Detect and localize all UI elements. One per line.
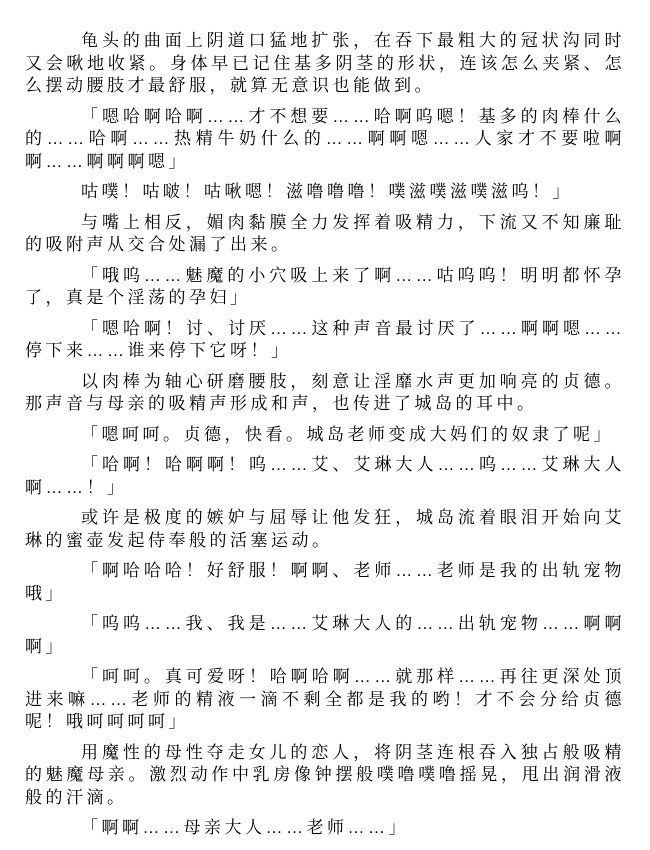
paragraph: 「嗯哈啊！讨、讨厌……这种声音最讨厌了……啊啊嗯……停下来……谁来停下它呀！」	[25, 318, 625, 360]
paragraph: 「嗯呵呵。贞德，快看。城岛老师变成大妈们的奴隶了呢」	[81, 424, 614, 444]
paragraph: 以肉棒为轴心研磨腰肢，刻意让淫靡水声更加响亮的贞德。那声音与母亲的吸精声形成和声，也传进了城岛的耳中。	[25, 371, 625, 413]
paragraph: 与嘴上相反，媚肉黏膜全力发挥着吸精力，下流又不知廉耻的吸附声从交合处漏了出来。	[25, 212, 625, 254]
paragraph: 用魔性的母性夺走女儿的恋人，将阴茎连根吞入独占般吸精的魅魔母亲。激烈动作中乳房像钟摆般噗噜噗噜摇晃，甩出润滑液般的汗滴。	[25, 742, 625, 807]
paragraph: 「呜呜……我、我是……艾琳大人的……出轨宠物……啊啊啊」	[25, 614, 625, 656]
paragraph: 「哈啊！哈啊啊！呜……艾、艾琳大人……呜……艾琳大人啊……！」	[25, 455, 625, 497]
paragraph: 或许是极度的嫉妒与屈辱让他发狂，城岛流着眼泪开始向艾琳的蜜壶发起侍奉般的活塞运动。	[25, 508, 625, 550]
paragraph: 「啊哈哈哈！好舒服！啊啊、老师……老师是我的出轨宠物哦」	[25, 561, 625, 603]
paragraph: 「嗯哈啊哈啊……才不想要……哈啊呜嗯！基多的肉棒什么的……哈啊……热精牛奶什么的……啊啊嗯……人家才不要啦啊啊……啊啊啊嗯」	[25, 106, 625, 171]
paragraph: 「呵呵。真可爱呀！哈啊哈啊……就那样……再往更深处顶进来嘛……老师的精液一滴不剩全都是我的哟！才不会分给贞德呢！哦呵呵呵呵」	[25, 667, 625, 731]
text-body	[25, 30, 625, 840]
paragraph: 「啊啊……母亲大人……老师……」	[81, 818, 409, 837]
paragraph: 「哦呜……魅魔的小穴吸上来了啊……咕呜呜！明明都怀孕了，真是个淫荡的孕妇」	[25, 265, 625, 307]
paragraph: 龟头的曲面上阴道口猛地扩张，在吞下最粗大的冠状沟同时又会啾地收紧。身体早已记住基多阴茎的形状，连该怎么夹紧、怎么摆动腰肢才最舒服，就算无意识也能做到。	[25, 31, 625, 95]
paragraph: 咕噗！咕啵！咕啾嗯！滋噜噜噜！噗滋噗滋噗滋呜！」	[81, 182, 573, 201]
